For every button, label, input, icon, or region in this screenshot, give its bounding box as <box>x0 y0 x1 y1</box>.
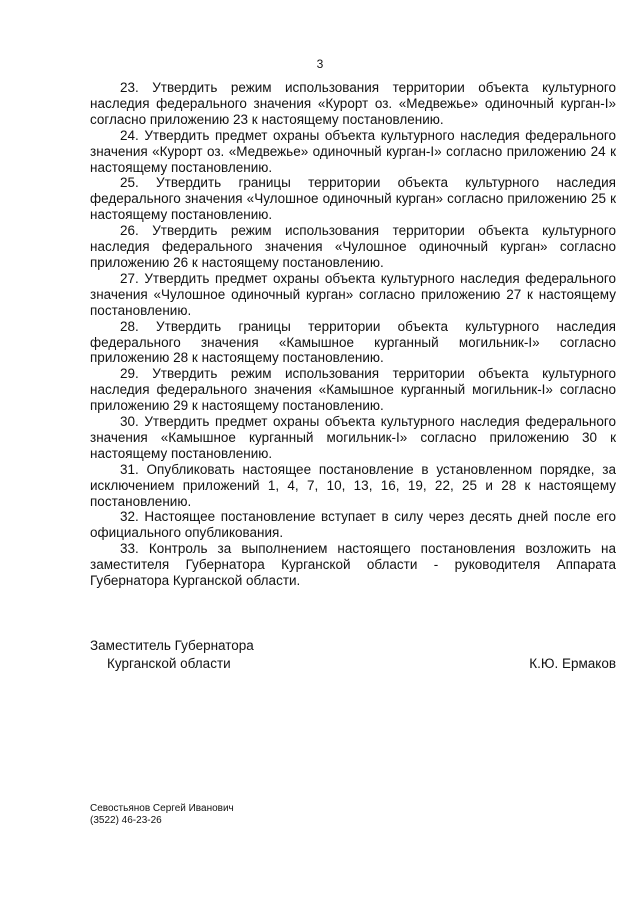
paragraph-30: 30. Утвердить предмет охраны объекта культурного наследия федерального значения «Камышное курганный могильник-I» согласно приложению 30 к настоящему постановлению. <box>90 414 616 461</box>
paragraph-24: 24. Утвердить предмет охраны объекта культурного наследия федерального значения «Курорт оз. «Медвежье» одиночный курган-I» согласно приложению 24 к настоящему постановлению. <box>90 127 616 175</box>
paragraph-33: 33. Контроль за выполнением настоящего постановления возложить на заместителя Губернатора Курганской области - руководителя Аппарата Губернатора Курганской области. <box>90 541 616 589</box>
paragraph-32: 32. Настоящее постановление вступает в силу через десять дней после его официального опубликования. <box>90 509 616 541</box>
paragraph-28: 28. Утвердить границы территории объекта культурного наследия федерального значения «Камышное курганный могильник-I» согласно приложению 28 к настоящему постановлению. <box>90 318 616 366</box>
executor-info <box>90 803 234 827</box>
paragraph-23: 23. Утвердить режим использования территории объекта культурного наследия федерального значения «Курорт оз. «Медвежье» одиночный курган-I» согласно приложению 23 к настоящему постановлению. <box>90 80 616 127</box>
paragraph-25: 25. Утвердить границы территории объекта культурного наследия федерального значения «Чулошное одиночный курган» согласно приложению 25 к настоящему постановлению. <box>90 175 616 223</box>
signatory-title-line-2: Курганской области <box>107 656 231 671</box>
signatory-name: К.Ю. Ермаков <box>529 656 616 671</box>
document-body <box>90 80 616 589</box>
paragraph-29: 29. Утвердить режим использования территории объекта культурного наследия федерального значения «Камышное курганный могильник-I» согласно приложению 29 к настоящему постановлению. <box>90 366 616 414</box>
executor-phone: (3522) 46-23-26 <box>90 815 162 826</box>
signatory-title-line-1: Заместитель Губернатора <box>90 638 254 653</box>
executor-name: Севостьянов Сергей Иванович <box>90 803 234 814</box>
signature-block <box>90 637 616 677</box>
page-number: 3 <box>316 57 324 71</box>
paragraph-26: 26. Утвердить режим использования территории объекта культурного наследия федерального значения «Чулошное одиночный курган» согласно приложению 26 к настоящему постановлению. <box>90 223 616 270</box>
paragraph-31: 31. Опубликовать настоящее постановление в установленном порядке, за исключением приложений 1, 4, 7, 10, 13, 16, 19, 22, 25 и 28 к настоящему постановлению. <box>90 461 616 509</box>
paragraph-27: 27. Утвердить предмет охраны объекта культурного наследия федерального значения «Чулошное одиночный курган» согласно приложению 27 к настоящему постановлению. <box>90 270 616 318</box>
